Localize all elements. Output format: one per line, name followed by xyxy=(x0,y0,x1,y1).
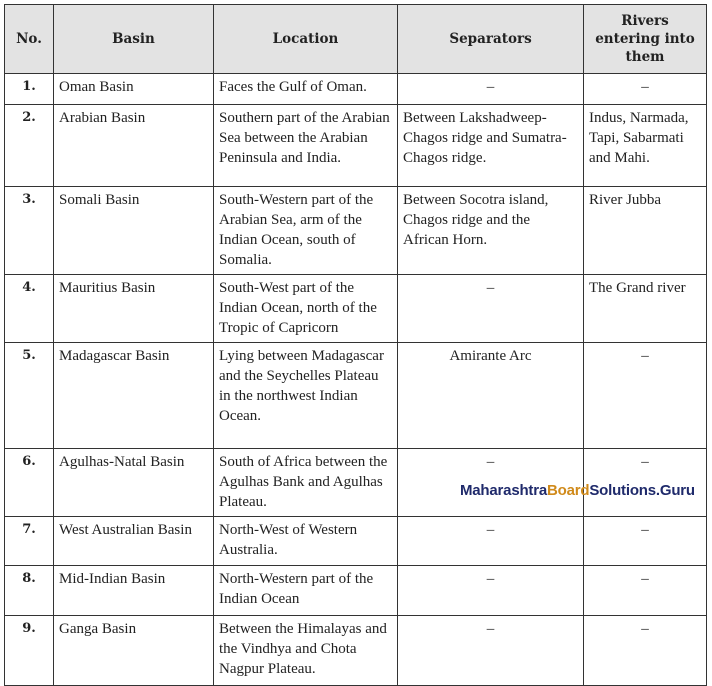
basin-name: Madagascar Basin xyxy=(54,343,214,449)
table-row xyxy=(5,74,707,105)
table-row xyxy=(5,187,707,275)
basin-location: North-Western part of the Indian Ocean xyxy=(214,566,398,616)
row-number: 3. xyxy=(5,187,54,275)
basin-rivers: The Grand river xyxy=(584,275,707,343)
basin-separators: – xyxy=(398,74,584,105)
row-number: 6. xyxy=(5,449,54,517)
basin-rivers: – xyxy=(584,517,707,566)
row-number: 1. xyxy=(5,74,54,105)
row-number: 5. xyxy=(5,343,54,449)
table-row xyxy=(5,616,707,686)
basin-location: Southern part of the Arabian Sea between the Arabian Peninsula and India. xyxy=(214,105,398,187)
basin-location: South of Africa between the Agulhas Bank and Agulhas Plateau. xyxy=(214,449,398,517)
basins-table xyxy=(4,4,707,686)
basin-separators: – xyxy=(398,566,584,616)
site-watermark xyxy=(460,482,695,499)
table-row xyxy=(5,517,707,566)
basin-name: Oman Basin xyxy=(54,74,214,105)
header-separators: Separators xyxy=(398,5,584,74)
basins-table-page xyxy=(4,4,706,686)
watermark-part-3: Solutions.Guru xyxy=(589,482,695,499)
basin-location: Between the Himalayas and the Vindhya and Chota Nagpur Plateau. xyxy=(214,616,398,686)
basin-separators: Between Lakshadweep-Chagos ridge and Sumatra-Chagos ridge. xyxy=(398,105,584,187)
watermark-part-1: Maharashtra xyxy=(460,482,548,499)
basin-rivers: – xyxy=(584,616,707,686)
basin-name: Mid-Indian Basin xyxy=(54,566,214,616)
header-location: Location xyxy=(214,5,398,74)
table-row xyxy=(5,105,707,187)
basin-rivers: – xyxy=(584,74,707,105)
basin-rivers: – xyxy=(584,343,707,449)
basin-separators: Between Socotra island, Chagos ridge and the African Horn. xyxy=(398,187,584,275)
basin-rivers: – xyxy=(584,449,707,517)
basin-name: Arabian Basin xyxy=(54,105,214,187)
table-row xyxy=(5,275,707,343)
basin-separators: – xyxy=(398,517,584,566)
table-row xyxy=(5,566,707,616)
basin-name: Agulhas-Natal Basin xyxy=(54,449,214,517)
basin-name: Mauritius Basin xyxy=(54,275,214,343)
basin-name: Somali Basin xyxy=(54,187,214,275)
basin-rivers: – xyxy=(584,566,707,616)
row-number: 4. xyxy=(5,275,54,343)
basin-location: North-West of Western Australia. xyxy=(214,517,398,566)
row-number: 8. xyxy=(5,566,54,616)
row-number: 9. xyxy=(5,616,54,686)
basin-name: West Australian Basin xyxy=(54,517,214,566)
basin-separators: – xyxy=(398,275,584,343)
row-number: 7. xyxy=(5,517,54,566)
row-number: 2. xyxy=(5,105,54,187)
basin-rivers: Indus, Narmada, Tapi, Sabarmati and Mahi. xyxy=(584,105,707,187)
header-rivers: Rivers entering into them xyxy=(584,5,707,74)
table-row xyxy=(5,343,707,449)
basin-separators: – xyxy=(398,616,584,686)
basin-rivers: River Jubba xyxy=(584,187,707,275)
basin-location: South-Western part of the Arabian Sea, arm of the Indian Ocean, south of Somalia. xyxy=(214,187,398,275)
header-no: No. xyxy=(5,5,54,74)
header-basin: Basin xyxy=(54,5,214,74)
basin-separators: – xyxy=(398,449,584,517)
basin-location: Lying between Madagascar and the Seychelles Plateau in the northwest Indian Ocean. xyxy=(214,343,398,449)
basin-location: South-West part of the Indian Ocean, north of the Tropic of Capricorn xyxy=(214,275,398,343)
table-header-row xyxy=(5,5,707,74)
basin-name: Ganga Basin xyxy=(54,616,214,686)
basin-location: Faces the Gulf of Oman. xyxy=(214,74,398,105)
basin-separators: Amirante Arc xyxy=(398,343,584,449)
watermark-part-2: Board xyxy=(547,482,590,499)
